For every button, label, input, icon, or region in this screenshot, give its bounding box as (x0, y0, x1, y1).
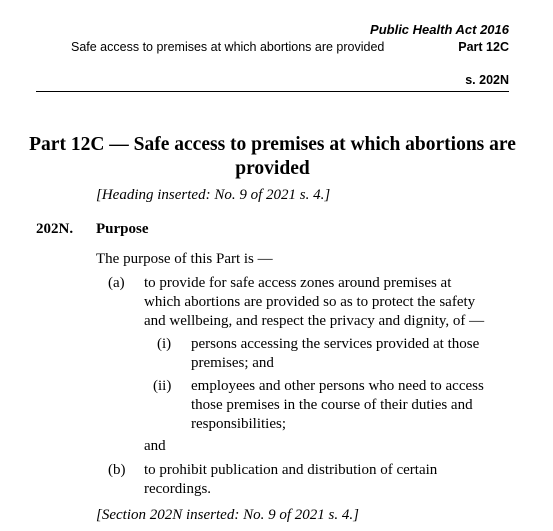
header-rule (36, 91, 509, 92)
section-note: [Section 202N inserted: No. 9 of 2021 s. 4.] (96, 507, 359, 523)
sub-ii-line-3: responsibilities; (191, 416, 286, 432)
act-title: Public Health Act 2016 (370, 22, 509, 37)
sub-ii-label: (ii) (153, 378, 172, 394)
sub-i-line-2: premises; and (191, 355, 274, 371)
section-reference: s. 202N (465, 73, 509, 87)
part-heading: Part 12C — Safe access to premises at which abortions are provided (29, 134, 516, 179)
and-connector: and (144, 438, 166, 454)
para-a-label: (a) (108, 275, 125, 291)
section-number: 202N. (36, 221, 74, 237)
para-a-line-2: which abortions are provided so as to protect the safety (144, 294, 476, 310)
sub-i-line-1: persons accessing the services provided at those (191, 336, 480, 352)
para-a-line-3: and wellbeing, and respect the privacy and dignity, of — (144, 313, 485, 329)
running-head: Safe access to premises at which abortions are provided (71, 40, 385, 54)
para-a-line-1: to provide for safe access zones around premises at (144, 275, 452, 291)
sub-ii-line-2: those premises in the course of their duties and (191, 397, 473, 413)
para-b-line-2: recordings. (144, 481, 212, 497)
para-b-label: (b) (108, 462, 126, 478)
section-title: Purpose (96, 221, 149, 237)
section-intro: The purpose of this Part is — (96, 251, 273, 267)
para-b-line-1: to prohibit publication and distribution of certain (144, 462, 438, 478)
sub-i-label: (i) (157, 336, 172, 352)
heading-note: [Heading inserted: No. 9 of 2021 s. 4.] (96, 187, 331, 203)
part-reference: Part 12C (458, 40, 509, 54)
sub-ii-line-1: employees and other persons who need to access (191, 378, 484, 394)
